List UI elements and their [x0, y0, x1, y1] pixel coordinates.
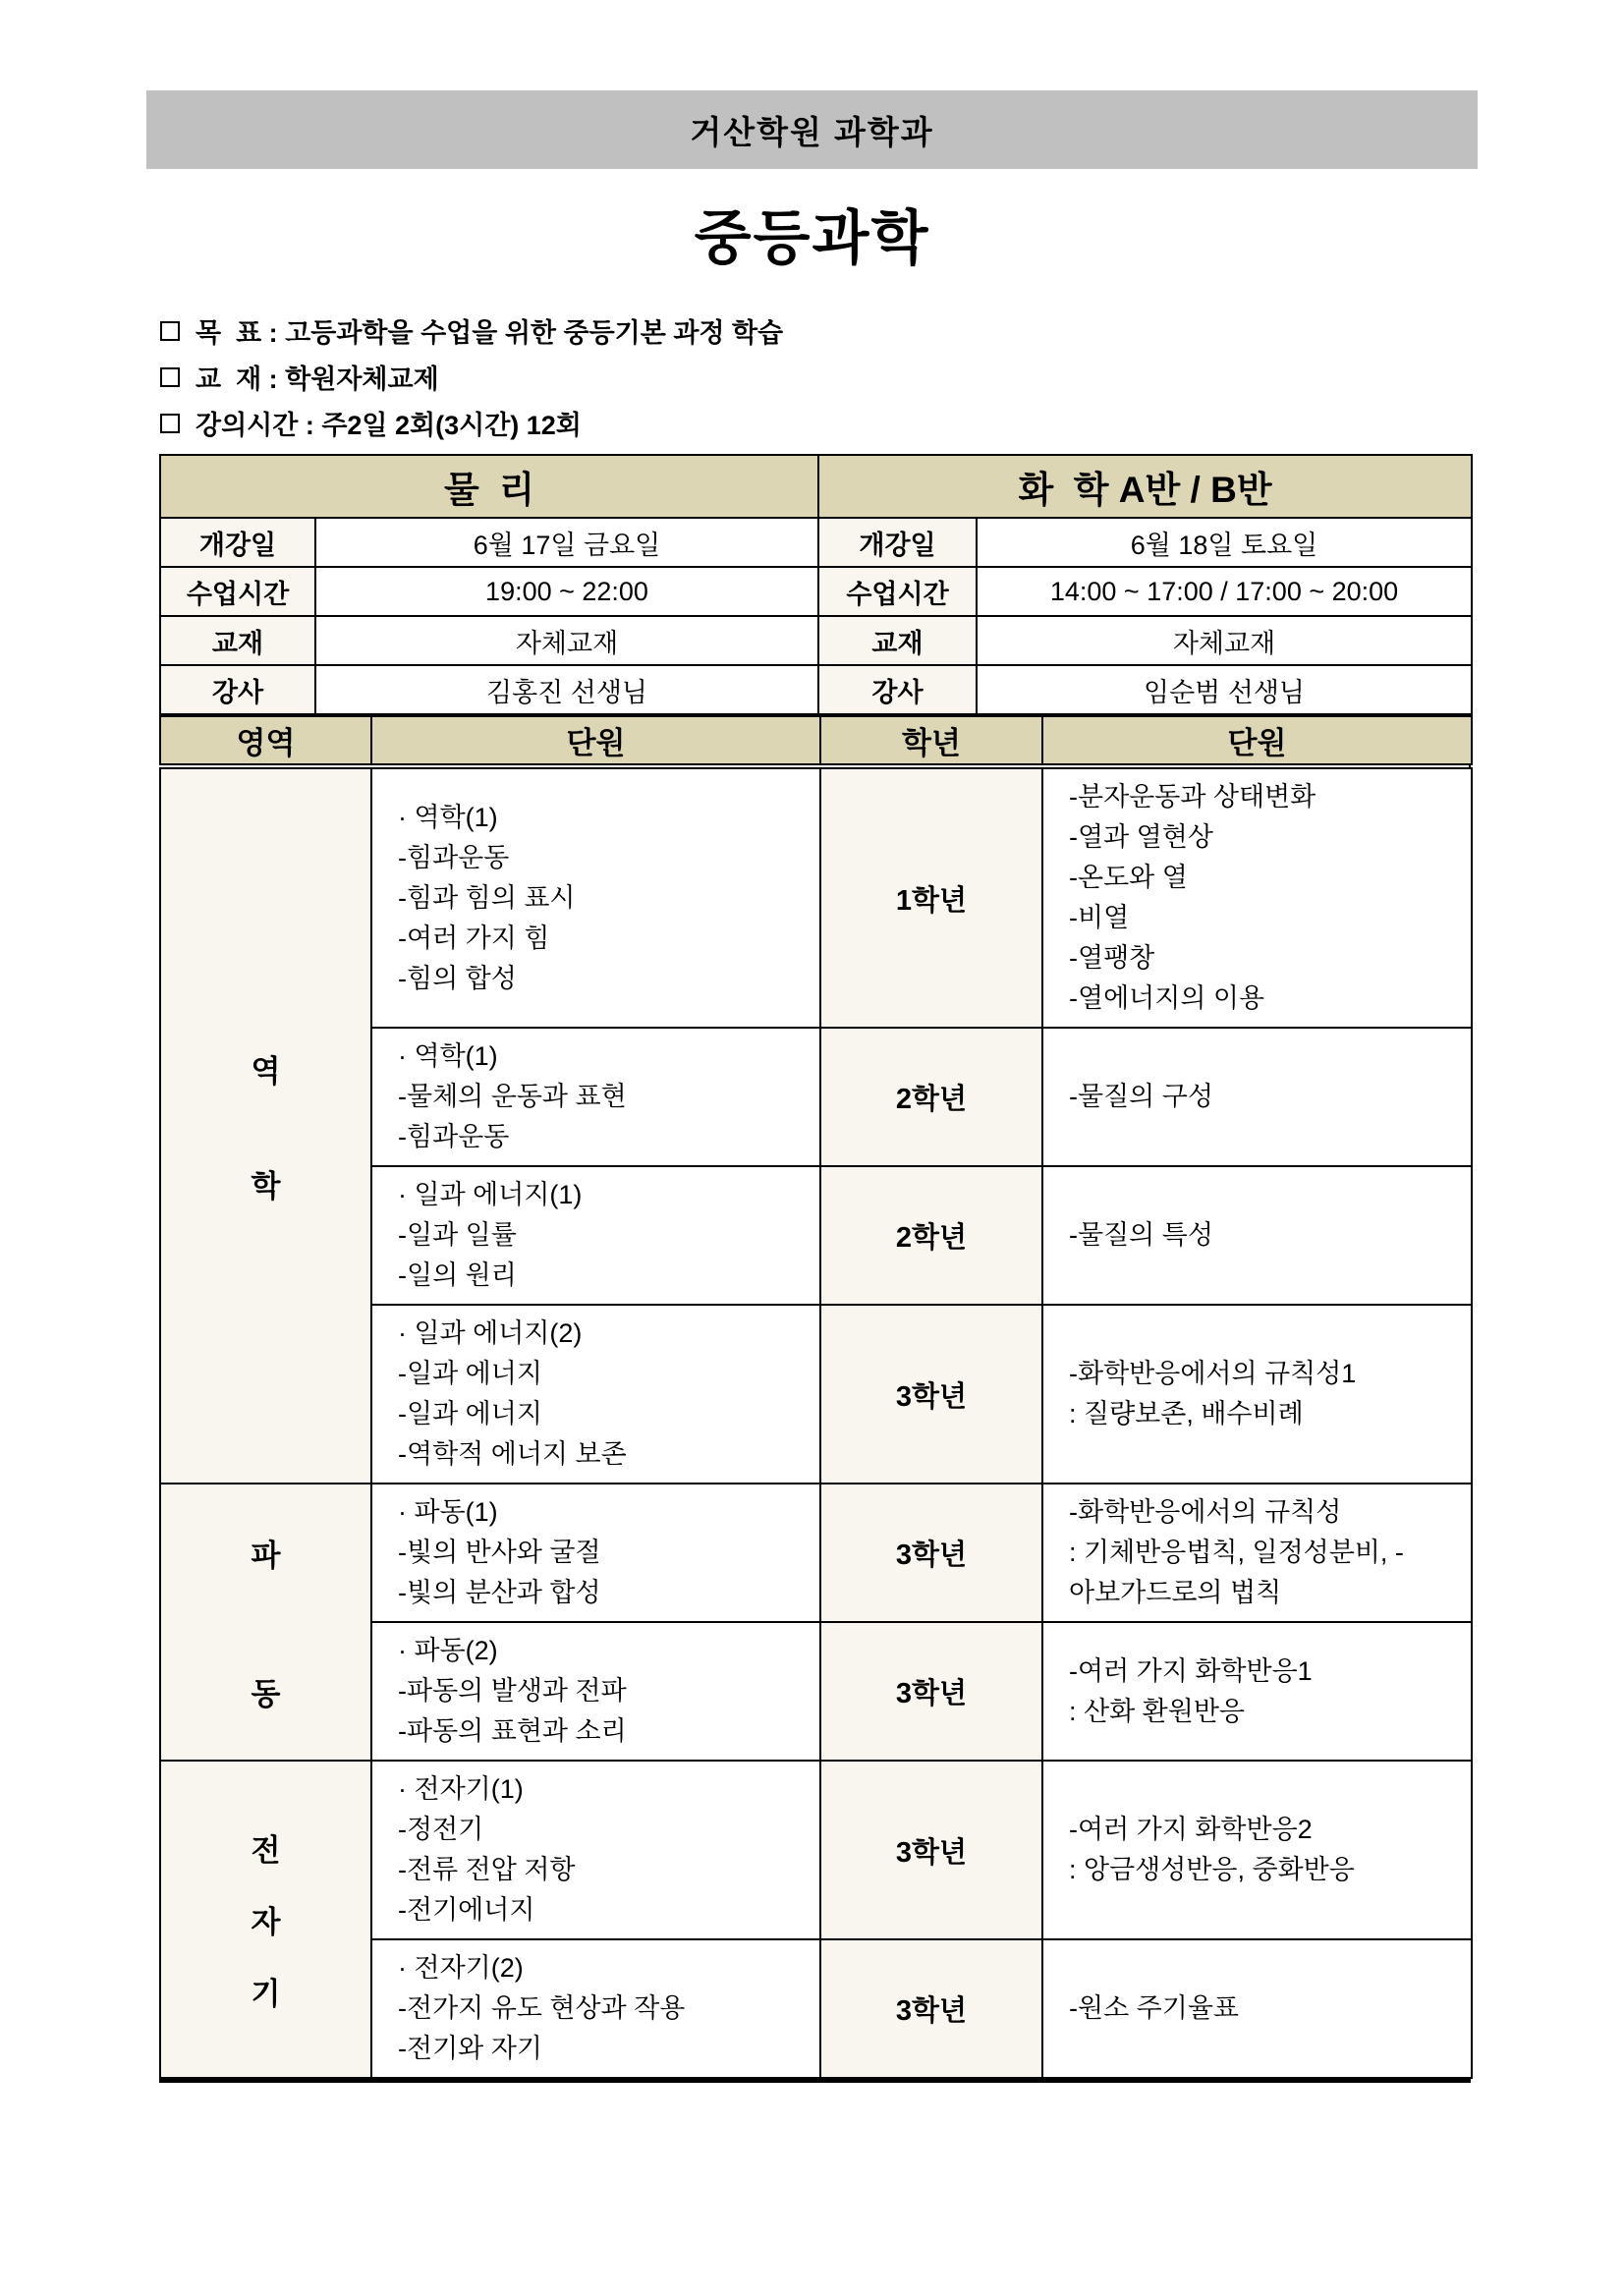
- document-title: 중등과학: [694, 205, 930, 271]
- grade-cell: 3학년: [820, 1761, 1042, 1939]
- region-char: 자: [251, 1905, 281, 1939]
- unit-line: -일의 원리: [398, 1260, 517, 1290]
- unit-line: -여러 가지 화학반응2: [1069, 1815, 1313, 1844]
- chemistry-units-cell: [1042, 1166, 1472, 1305]
- unit-line: : 질량보존, 배수비례: [1069, 1399, 1304, 1428]
- info-row-class-time: [160, 567, 1472, 616]
- grade-cell: 3학년: [820, 1622, 1042, 1761]
- physics-units-cell: [371, 1028, 820, 1166]
- unit-line: -전기에너지: [398, 1895, 535, 1925]
- unit-line: -힘과운동: [398, 842, 510, 872]
- region-cell-mechanics: [160, 766, 371, 1484]
- unit-line: -물질의 특성: [1069, 1220, 1213, 1250]
- unit-line: -빛의 반사와 굴절: [398, 1538, 601, 1567]
- unit-line: -역학적 에너지 보존: [398, 1439, 627, 1469]
- chemistry-units-cell: [1042, 1622, 1472, 1761]
- curriculum-row: [160, 1761, 1472, 1939]
- curriculum-row: [160, 1484, 1472, 1622]
- info-label: 강사: [818, 665, 977, 714]
- region-char: 역: [251, 1054, 281, 1089]
- grade-cell: 3학년: [820, 1939, 1042, 2078]
- unit-line: -비열: [1069, 903, 1130, 932]
- chemistry-units-cell: [1042, 1939, 1472, 2078]
- region-char: 기: [251, 1977, 281, 2011]
- unit-line: : 앙금생성반응, 중화반응: [1069, 1855, 1355, 1884]
- unit-line: -열에너지의 이용: [1069, 983, 1265, 1013]
- unit-line: -분자운동과 상태변화: [1069, 782, 1316, 812]
- unit-line: -물질의 구성: [1069, 1082, 1213, 1111]
- curriculum-header-row: [160, 716, 1472, 766]
- info-value: 자체교재: [977, 616, 1472, 665]
- unit-line: -정전기: [398, 1815, 484, 1844]
- unit-line: · 전자기(2): [398, 1953, 524, 1983]
- info-label: 개강일: [160, 518, 315, 567]
- course-meta: [160, 308, 783, 446]
- region-char: 전: [251, 1833, 281, 1868]
- chemistry-units-cell: [1042, 766, 1472, 1028]
- chemistry-units-cell: [1042, 1761, 1472, 1939]
- unit-line: -전가지 유도 현상과 작용: [398, 1993, 686, 2023]
- meta-item-text: 교 재 : 학원자체교제: [196, 364, 439, 394]
- physics-section-title: 물 리: [160, 455, 818, 518]
- unit-line: -물체의 운동과 표현: [398, 1082, 627, 1111]
- region-char: 학: [251, 1169, 281, 1204]
- grade-cell: 3학년: [820, 1305, 1042, 1484]
- region-char: 파: [251, 1539, 281, 1573]
- unit-line: : 기체반응법칙, 일정성분비, -: [1069, 1538, 1404, 1567]
- unit-line: -파동의 발생과 전파: [398, 1676, 627, 1706]
- unit-line: -전류 전압 저항: [398, 1855, 576, 1884]
- info-value: 19:00 ~ 22:00: [315, 567, 818, 616]
- info-label: 강사: [160, 665, 315, 714]
- physics-units-cell: [371, 766, 820, 1028]
- checkbox-icon: [160, 414, 180, 433]
- grade-cell: 2학년: [820, 1166, 1042, 1305]
- info-value: 14:00 ~ 17:00 / 17:00 ~ 20:00: [977, 567, 1472, 616]
- unit-line: -전기와 자기: [398, 2034, 542, 2063]
- column-header-physics-unit: 단원: [371, 716, 820, 766]
- unit-line: -힘의 합성: [398, 963, 517, 993]
- info-label: 교재: [160, 616, 315, 665]
- unit-line: -여러 가지 화학반응1: [1069, 1655, 1313, 1686]
- unit-line: -일과 일률: [398, 1220, 517, 1250]
- region-char: 동: [251, 1677, 281, 1711]
- unit-line: · 일과 에너지(1): [398, 1180, 583, 1209]
- unit-line: -원소 주기율표: [1069, 1993, 1239, 2023]
- course-tables: [159, 454, 1471, 2083]
- meta-item-lecture-time: [160, 400, 783, 446]
- unit-line: -온도와 열: [1069, 863, 1188, 892]
- unit-line: · 역학(1): [398, 1041, 498, 1071]
- info-label: 교재: [818, 616, 977, 665]
- unit-line: -여러 가지 힘: [398, 923, 550, 953]
- unit-line: -화학반응에서의 규칙성: [1069, 1497, 1342, 1527]
- checkbox-icon: [160, 321, 180, 341]
- unit-line: -열팽창: [1069, 943, 1155, 973]
- department-banner-text: 거산학원 과학과: [690, 113, 934, 150]
- curriculum-table: [159, 715, 1473, 2079]
- column-header-chemistry-unit: 단원: [1042, 716, 1472, 766]
- column-header-grade: 학년: [820, 716, 1042, 766]
- meta-item-text: 강의시간 : 주2일 2회(3시간) 12회: [196, 411, 582, 440]
- checkbox-icon: [160, 367, 180, 387]
- physics-units-cell: [371, 1761, 820, 1939]
- info-value: 6월 18일 토요일: [977, 518, 1472, 567]
- unit-line: · 파동(2): [398, 1636, 498, 1665]
- unit-line: -파동의 표현과 소리: [398, 1716, 627, 1746]
- department-banner: [146, 90, 1478, 169]
- chemistry-section-title: 화 학 A반 / B반: [818, 455, 1472, 518]
- unit-line: -힘과운동: [398, 1122, 510, 1151]
- meta-item-text: 목 표 : 고등과학을 수업을 위한 중등기본 과정 학습: [196, 318, 784, 348]
- chemistry-units-cell: [1042, 1484, 1472, 1622]
- info-label: 개강일: [818, 518, 977, 567]
- unit-line: -일과 에너지: [398, 1399, 542, 1428]
- unit-line: -열과 열현상: [1069, 822, 1213, 852]
- info-value: 임순범 선생님: [977, 665, 1472, 714]
- info-row-start-date: [160, 518, 1472, 567]
- unit-line: · 역학(1): [398, 802, 498, 832]
- region-cell-electromagnetism: [160, 1761, 371, 2078]
- info-row-textbook: [160, 616, 1472, 665]
- info-value: 김홍진 선생님: [315, 665, 818, 714]
- unit-line: · 일과 에너지(2): [398, 1318, 583, 1348]
- unit-line: -힘과 힘의 표시: [398, 882, 576, 913]
- meta-item-goal: [160, 308, 783, 354]
- chemistry-units-cell: [1042, 1305, 1472, 1484]
- info-row-instructor: [160, 665, 1472, 714]
- unit-line: -일과 에너지: [398, 1359, 542, 1388]
- meta-item-textbook: [160, 354, 783, 400]
- unit-line: 아보가드로의 법칙: [1069, 1578, 1282, 1607]
- unit-line: -화학반응에서의 규칙성1: [1069, 1359, 1357, 1388]
- physics-units-cell: [371, 1939, 820, 2078]
- info-label: 수업시간: [818, 567, 977, 616]
- grade-cell: 3학년: [820, 1484, 1042, 1622]
- unit-line: · 전자기(1): [398, 1774, 524, 1804]
- info-value: 6월 17일 금요일: [315, 518, 818, 567]
- unit-line: -빛의 분산과 합성: [398, 1578, 601, 1607]
- curriculum-row: [160, 766, 1472, 1028]
- physics-units-cell: [371, 1484, 820, 1622]
- section-title-row: [160, 455, 1472, 518]
- info-label: 수업시간: [160, 567, 315, 616]
- chemistry-units-cell: [1042, 1028, 1472, 1166]
- physics-units-cell: [371, 1622, 820, 1761]
- physics-units-cell: [371, 1305, 820, 1484]
- column-header-region: 영역: [160, 716, 371, 766]
- physics-units-cell: [371, 1166, 820, 1305]
- course-info-table: [159, 454, 1473, 715]
- info-value: 자체교재: [315, 616, 818, 665]
- grade-cell: 1학년: [820, 766, 1042, 1028]
- unit-line: · 파동(1): [398, 1497, 498, 1527]
- unit-line: : 산화 환원반응: [1069, 1696, 1245, 1726]
- grade-cell: 2학년: [820, 1028, 1042, 1166]
- region-cell-waves: [160, 1484, 371, 1761]
- curriculum-body: [160, 766, 1472, 2078]
